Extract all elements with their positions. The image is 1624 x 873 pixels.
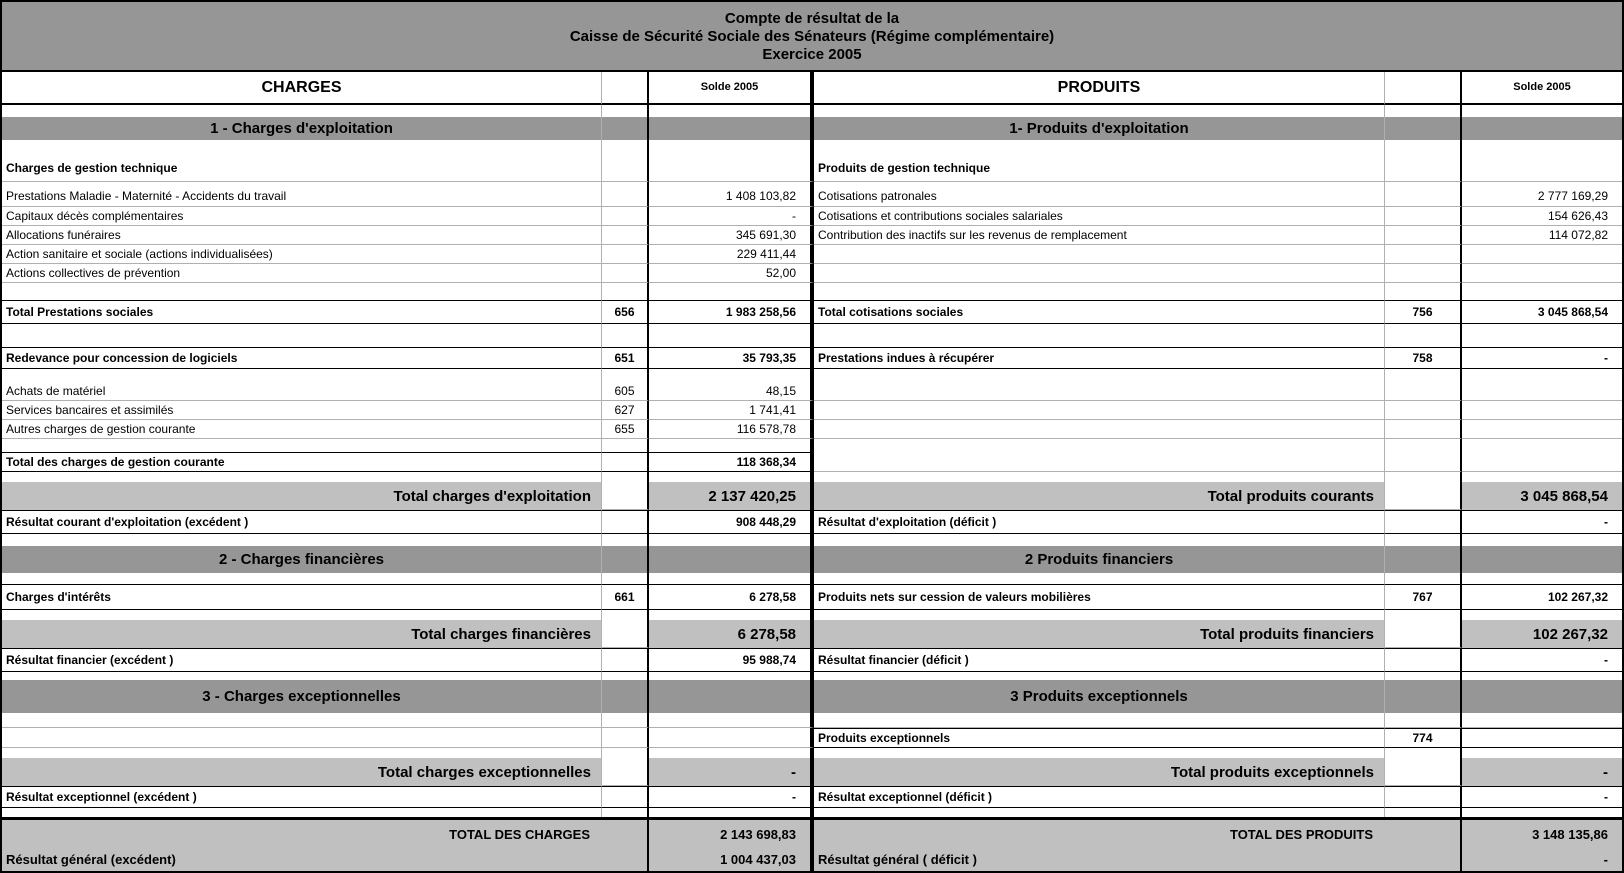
- left-account-code: [602, 264, 649, 283]
- left-section-amount: [649, 117, 814, 140]
- right-amount: [1462, 154, 1622, 182]
- right-solde-column-header: Solde 2005: [1462, 72, 1622, 105]
- table-row: [2, 154, 1622, 182]
- right-amount: -: [1462, 347, 1622, 369]
- left-row-label: Résultat exceptionnel (excédent ): [2, 786, 602, 808]
- right-row-label: Contribution des inactifs sur les revenus de remplacement: [814, 226, 1385, 245]
- spacer-cell: [1385, 808, 1462, 817]
- left-account-code: 605: [602, 382, 649, 401]
- left-account-code: 656: [602, 300, 649, 324]
- left-row-label: Résultat courant d'exploitation (excédent ): [2, 510, 602, 534]
- left-row-label: Services bancaires et assimilés: [2, 401, 602, 420]
- spacer-cell: [649, 610, 814, 620]
- left-amount: 118 368,34: [649, 452, 814, 472]
- left-section-amount: [649, 680, 814, 713]
- right-row-label: Prestations indues à récupérer: [814, 347, 1385, 369]
- spacer-cell: [1385, 573, 1462, 584]
- left-account-code: [602, 786, 649, 808]
- column-header-row: [2, 72, 1622, 105]
- right-subtotal-account: [1385, 620, 1462, 648]
- left-account-column-header: [602, 72, 649, 105]
- right-row-label: Cotisations patronales: [814, 185, 1385, 207]
- right-amount: [1462, 452, 1622, 472]
- right-grand-account: [1385, 848, 1462, 871]
- left-section-account: [602, 680, 649, 713]
- table-row: [2, 786, 1622, 808]
- spacer-cell: [1385, 610, 1462, 620]
- spacer-row: [2, 283, 1622, 300]
- spacer-row: [2, 672, 1622, 680]
- left-row-label: Capitaux décès complémentaires: [2, 207, 602, 226]
- spacer-cell: [2, 808, 602, 817]
- table-row: [2, 347, 1622, 369]
- spacer-cell: [602, 610, 649, 620]
- right-account-code: [1385, 648, 1462, 672]
- spacer-cell: [649, 369, 814, 382]
- report-title-line-1: Compte de résultat de la: [724, 9, 900, 27]
- right-account-code: [1385, 226, 1462, 245]
- right-amount: -: [1462, 786, 1622, 808]
- right-account-code: 756: [1385, 300, 1462, 324]
- right-row-label: Produits exceptionnels: [814, 728, 1385, 748]
- left-amount: 6 278,58: [649, 584, 814, 610]
- spacer-cell: [1385, 140, 1462, 154]
- left-row-label: Redevance pour concession de logiciels: [2, 347, 602, 369]
- right-section-account: [1385, 117, 1462, 140]
- right-account-code: 774: [1385, 728, 1462, 748]
- spacer-cell: [649, 105, 814, 117]
- spacer-row: [2, 439, 1622, 452]
- left-subtotal-account: [602, 620, 649, 648]
- spacer-row: [2, 472, 1622, 482]
- subtotal-row: [2, 758, 1622, 786]
- right-account-code: [1385, 264, 1462, 283]
- spacer-cell: [602, 283, 649, 300]
- spacer-cell: [1385, 748, 1462, 758]
- spacer-cell: [1462, 748, 1622, 758]
- spacer-cell: [602, 808, 649, 817]
- left-amount: 1 983 258,56: [649, 300, 814, 324]
- table-row: [2, 452, 1622, 472]
- right-grand-label: TOTAL DES PRODUITS: [1229, 826, 1373, 842]
- spacer-cell: [649, 748, 814, 758]
- spacer-cell: [602, 140, 649, 154]
- left-amount: [649, 728, 814, 748]
- right-grand-amount: 3 148 135,86: [1532, 826, 1608, 842]
- right-amount: 102 267,32: [1462, 584, 1622, 610]
- right-row-label: [814, 401, 1385, 420]
- spacer-row: [2, 534, 1622, 546]
- left-account-code: [602, 185, 649, 207]
- right-account-code: [1385, 185, 1462, 207]
- left-amount: [649, 154, 814, 182]
- right-row-label: [814, 420, 1385, 439]
- left-subtotal-label: Total charges exceptionnelles: [2, 758, 602, 786]
- spacer-cell: [1462, 610, 1622, 620]
- table-row: [2, 648, 1622, 672]
- spacer-cell: [814, 573, 1385, 584]
- right-subtotal-account: [1385, 482, 1462, 510]
- left-subtotal-label: Total charges financières: [2, 620, 602, 648]
- right-section-title: 1- Produits d'exploitation: [814, 117, 1385, 140]
- right-account-code: [1385, 154, 1462, 182]
- left-grand-label: Résultat général (excédent): [6, 852, 176, 867]
- left-section-account: [602, 546, 649, 573]
- spacer-cell: [602, 748, 649, 758]
- spacer-cell: [1385, 105, 1462, 117]
- spacer-cell: [1385, 324, 1462, 347]
- right-account-code: [1385, 452, 1462, 472]
- report-title-line-2: Caisse de Sécurité Sociale des Sénateurs (Régime complémentaire): [569, 27, 1055, 45]
- table-row: [2, 420, 1622, 439]
- right-row-label: Résultat exceptionnel (déficit ): [814, 786, 1385, 808]
- left-row-label: Charges d'intérêts: [2, 584, 602, 610]
- spacer-cell: [649, 472, 814, 482]
- right-account-code: [1385, 510, 1462, 534]
- left-amount: 52,00: [649, 264, 814, 283]
- subtotal-row: [2, 620, 1622, 648]
- spacer-cell: [814, 472, 1385, 482]
- grand-total-row: [2, 820, 1622, 848]
- left-amount: 908 448,29: [649, 510, 814, 534]
- right-account-code: [1385, 382, 1462, 401]
- spacer-cell: [649, 808, 814, 817]
- spacer-cell: [814, 140, 1385, 154]
- spacer-cell: [602, 672, 649, 680]
- spacer-cell: [649, 439, 814, 452]
- left-account-code: [602, 154, 649, 182]
- left-account-code: [602, 510, 649, 534]
- spacer-row: [2, 324, 1622, 347]
- spacer-cell: [1462, 713, 1622, 720]
- right-grand-amount: -: [1603, 852, 1608, 867]
- spacer-cell: [602, 573, 649, 584]
- right-section-amount: [1462, 546, 1622, 573]
- spacer-row: [2, 808, 1622, 817]
- right-amount: [1462, 720, 1622, 728]
- right-subtotal-label: Total produits exceptionnels: [814, 758, 1385, 786]
- right-section-title: 2 Produits financiers: [814, 546, 1385, 573]
- right-section-account: [1385, 546, 1462, 573]
- left-account-code: [602, 226, 649, 245]
- right-row-label: Résultat financier (déficit ): [814, 648, 1385, 672]
- section-header-row: [2, 546, 1622, 573]
- spacer-cell: [649, 283, 814, 300]
- left-row-label: Résultat financier (excédent ): [2, 648, 602, 672]
- left-row-label: Allocations funéraires: [2, 226, 602, 245]
- spacer-cell: [2, 439, 602, 452]
- right-account-code: 758: [1385, 347, 1462, 369]
- spacer-cell: [2, 748, 602, 758]
- right-grand-account: [1385, 820, 1462, 848]
- spacer-row: [2, 610, 1622, 620]
- left-section-title: 2 - Charges financières: [2, 546, 602, 573]
- spacer-row: [2, 748, 1622, 758]
- left-amount: 229 411,44: [649, 245, 814, 264]
- left-row-label: Autres charges de gestion courante: [2, 420, 602, 439]
- left-section-title: 1 - Charges d'exploitation: [2, 117, 602, 140]
- spacer-cell: [649, 672, 814, 680]
- spacer-cell: [1462, 283, 1622, 300]
- left-amount: 48,15: [649, 382, 814, 401]
- table-row: [2, 226, 1622, 245]
- spacer-row: [2, 713, 1622, 720]
- left-grand-amount: 1 004 437,03: [649, 848, 814, 871]
- left-account-code: 655: [602, 420, 649, 439]
- section-header-row: [2, 680, 1622, 713]
- left-grand-account: [602, 820, 649, 848]
- right-row-label: Résultat d'exploitation (déficit ): [814, 510, 1385, 534]
- right-subtotal-amount: 3 045 868,54: [1462, 482, 1622, 510]
- left-row-label: [2, 728, 602, 748]
- spacer-row: [2, 369, 1622, 382]
- spacer-cell: [2, 573, 602, 584]
- left-row-label: Actions collectives de prévention: [2, 264, 602, 283]
- right-amount: 3 045 868,54: [1462, 300, 1622, 324]
- left-amount: 1 408 103,82: [649, 185, 814, 207]
- spacer-cell: [602, 534, 649, 546]
- spacer-cell: [602, 713, 649, 720]
- spacer-cell: [2, 369, 602, 382]
- spacer-cell: [814, 672, 1385, 680]
- spacer-cell: [814, 324, 1385, 347]
- right-amount: [1462, 728, 1622, 748]
- table-row: [2, 728, 1622, 748]
- spacer-cell: [2, 472, 602, 482]
- left-row-label: Prestations Maladie - Maternité - Accidents du travail: [2, 185, 602, 207]
- right-account-code: 767: [1385, 584, 1462, 610]
- spacer-cell: [814, 534, 1385, 546]
- right-amount: [1462, 401, 1622, 420]
- spacer-cell: [814, 105, 1385, 117]
- net-result-row: [2, 848, 1622, 871]
- spacer-cell: [1385, 283, 1462, 300]
- spacer-cell: [602, 324, 649, 347]
- right-row-label: [814, 245, 1385, 264]
- left-amount: [649, 720, 814, 728]
- right-amount: -: [1462, 510, 1622, 534]
- spacer-cell: [1385, 672, 1462, 680]
- spacer-cell: [1462, 369, 1622, 382]
- left-amount: -: [649, 786, 814, 808]
- spacer-cell: [1462, 534, 1622, 546]
- spacer-cell: [1462, 808, 1622, 817]
- spacer-cell: [1385, 439, 1462, 452]
- spacer-cell: [649, 140, 814, 154]
- spacer-cell: [2, 534, 602, 546]
- spacer-row: [2, 573, 1622, 584]
- table-row: [2, 185, 1622, 207]
- right-amount: [1462, 382, 1622, 401]
- right-row-label: [814, 382, 1385, 401]
- left-subtotal-amount: 6 278,58: [649, 620, 814, 648]
- right-subtotal-amount: -: [1462, 758, 1622, 786]
- spacer-cell: [2, 324, 602, 347]
- left-account-code: [602, 245, 649, 264]
- right-row-label: Produits nets sur cession de valeurs mobilières: [814, 584, 1385, 610]
- spacer-row: [2, 140, 1622, 154]
- left-subtotal-account: [602, 758, 649, 786]
- right-row-label: [814, 264, 1385, 283]
- right-grand-label: Résultat général ( déficit ): [818, 852, 977, 867]
- charges-column-header: CHARGES: [2, 72, 602, 105]
- spacer-cell: [2, 140, 602, 154]
- spacer-cell: [1385, 713, 1462, 720]
- left-account-code: [602, 452, 649, 472]
- right-row-label: Total cotisations sociales: [814, 300, 1385, 324]
- spacer-cell: [602, 369, 649, 382]
- spacer-cell: [814, 369, 1385, 382]
- spacer-cell: [2, 672, 602, 680]
- right-subtotal-label: Total produits financiers: [814, 620, 1385, 648]
- spacer-cell: [814, 808, 1385, 817]
- left-grand-account: [602, 848, 649, 871]
- spacer-cell: [2, 283, 602, 300]
- left-solde-column-header: Solde 2005: [649, 72, 814, 105]
- spacer-row: [2, 105, 1622, 117]
- spacer-cell: [814, 748, 1385, 758]
- left-row-label: Total Prestations sociales: [2, 300, 602, 324]
- report-title-line-3: Exercice 2005: [762, 45, 862, 63]
- spacer-cell: [602, 472, 649, 482]
- right-section-account: [1385, 680, 1462, 713]
- spacer-cell: [814, 439, 1385, 452]
- left-account-code: [602, 720, 649, 728]
- table-row: [2, 382, 1622, 401]
- table-row: [2, 584, 1622, 610]
- spacer-cell: [1385, 369, 1462, 382]
- spacer-cell: [814, 713, 1385, 720]
- spacer-cell: [2, 105, 602, 117]
- left-account-code: 651: [602, 347, 649, 369]
- spacer-cell: [1385, 534, 1462, 546]
- spacer-cell: [649, 534, 814, 546]
- produits-column-header: PRODUITS: [814, 72, 1385, 105]
- left-amount: 345 691,30: [649, 226, 814, 245]
- left-section-account: [602, 117, 649, 140]
- right-amount: -: [1462, 648, 1622, 672]
- spacer-cell: [649, 713, 814, 720]
- right-amount: [1462, 245, 1622, 264]
- left-subtotal-amount: -: [649, 758, 814, 786]
- right-amount: 2 777 169,29: [1462, 185, 1622, 207]
- right-amount: [1462, 264, 1622, 283]
- left-amount: 35 793,35: [649, 347, 814, 369]
- left-section-amount: [649, 546, 814, 573]
- spacer-cell: [814, 283, 1385, 300]
- right-section-amount: [1462, 117, 1622, 140]
- right-amount: 154 626,43: [1462, 207, 1622, 226]
- left-subtotal-account: [602, 482, 649, 510]
- section-header-row: [2, 117, 1622, 140]
- spacer-cell: [1462, 105, 1622, 117]
- right-account-code: [1385, 420, 1462, 439]
- left-subtotal-label: Total charges d'exploitation: [2, 482, 602, 510]
- spacer-cell: [1385, 472, 1462, 482]
- spacer-cell: [1462, 439, 1622, 452]
- spacer-cell: [1462, 472, 1622, 482]
- right-account-code: [1385, 245, 1462, 264]
- right-account-code: [1385, 786, 1462, 808]
- left-row-label: Total des charges de gestion courante: [2, 452, 602, 472]
- spacer-cell: [602, 439, 649, 452]
- left-amount: 95 988,74: [649, 648, 814, 672]
- left-account-code: 661: [602, 584, 649, 610]
- spacer-cell: [602, 105, 649, 117]
- left-account-code: [602, 728, 649, 748]
- spacer-cell: [814, 610, 1385, 620]
- left-grand-label: TOTAL DES CHARGES: [449, 826, 590, 842]
- left-grand-amount: 2 143 698,83: [649, 820, 814, 848]
- table-row: [2, 245, 1622, 264]
- left-row-label: [2, 720, 602, 728]
- right-row-label: Cotisations et contributions sociales salariales: [814, 207, 1385, 226]
- grand-total-block: [2, 817, 1622, 871]
- left-subtotal-amount: 2 137 420,25: [649, 482, 814, 510]
- spacer-cell: [1462, 672, 1622, 680]
- right-amount: [1462, 420, 1622, 439]
- left-account-code: [602, 648, 649, 672]
- right-row-label: Produits de gestion technique: [814, 154, 1385, 182]
- spacer-cell: [649, 573, 814, 584]
- spacer-cell: [2, 610, 602, 620]
- table-row: [2, 720, 1622, 728]
- left-amount: -: [649, 207, 814, 226]
- spacer-cell: [649, 324, 814, 347]
- spacer-cell: [2, 713, 602, 720]
- right-account-code: [1385, 207, 1462, 226]
- spacer-cell: [1462, 140, 1622, 154]
- right-section-amount: [1462, 680, 1622, 713]
- right-row-label: [814, 452, 1385, 472]
- right-subtotal-amount: 102 267,32: [1462, 620, 1622, 648]
- right-account-code: [1385, 401, 1462, 420]
- right-account-column-header: [1385, 72, 1462, 105]
- right-row-label: [814, 720, 1385, 728]
- left-account-code: [602, 207, 649, 226]
- table-row: [2, 264, 1622, 283]
- left-amount: 1 741,41: [649, 401, 814, 420]
- table-body: [2, 105, 1622, 871]
- right-subtotal-label: Total produits courants: [814, 482, 1385, 510]
- table-row: [2, 401, 1622, 420]
- right-account-code: [1385, 720, 1462, 728]
- left-row-label: Charges de gestion technique: [2, 154, 602, 182]
- spacer-cell: [1462, 324, 1622, 347]
- left-account-code: 627: [602, 401, 649, 420]
- right-section-title: 3 Produits exceptionnels: [814, 680, 1385, 713]
- subtotal-row: [2, 482, 1622, 510]
- right-amount: 114 072,82: [1462, 226, 1622, 245]
- right-subtotal-account: [1385, 758, 1462, 786]
- report-title: [2, 2, 1622, 72]
- left-section-title: 3 - Charges exceptionnelles: [2, 680, 602, 713]
- table-row: [2, 510, 1622, 534]
- left-row-label: Action sanitaire et sociale (actions individualisées): [2, 245, 602, 264]
- table-row: [2, 300, 1622, 324]
- left-row-label: Achats de matériel: [2, 382, 602, 401]
- table-row: [2, 207, 1622, 226]
- spacer-cell: [1462, 573, 1622, 584]
- left-amount: 116 578,78: [649, 420, 814, 439]
